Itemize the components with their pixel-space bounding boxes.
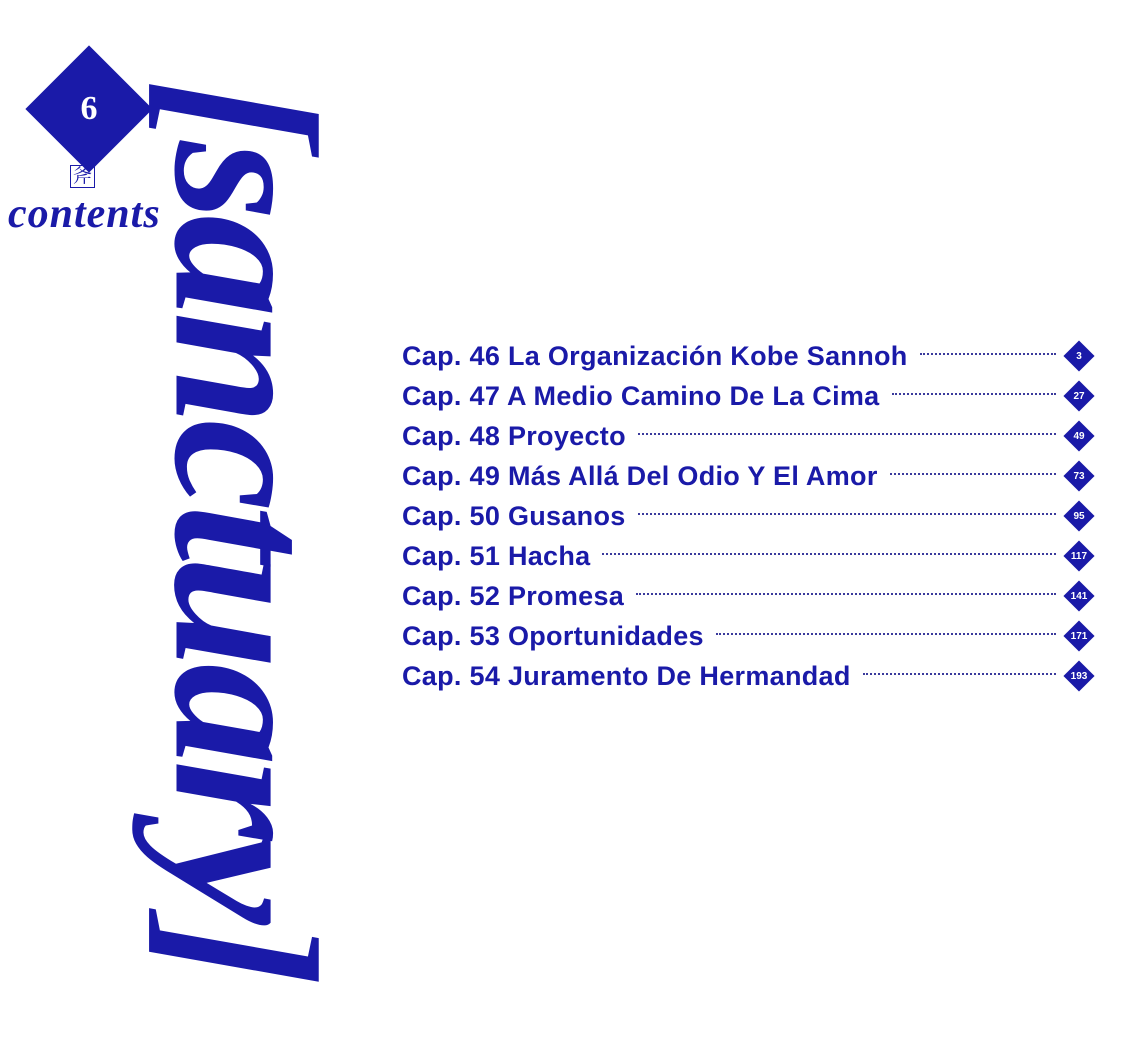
chapter-title: Cap. 50 Gusanos [402,500,626,531]
list-item[interactable] [402,336,1092,376]
page-badge [1066,343,1092,369]
chapter-title: Cap. 51 Hacha [402,540,591,571]
leader-dots [638,432,1056,435]
page-number: 95 [1073,510,1085,522]
page-number: 117 [1070,550,1088,562]
chapter-title: Cap. 47 A Medio Camino De La Cima [402,380,880,411]
leader-dots [638,512,1056,515]
kanji-mark: 斧 [70,165,95,188]
leader-dots [863,672,1056,675]
table-of-contents [402,336,1092,696]
page-number: 193 [1070,670,1088,682]
chapter-title: Cap. 53 Oportunidades [402,620,704,651]
page-number: 3 [1076,350,1082,362]
page-badge [1066,583,1092,609]
leader-dots [636,592,1056,595]
page-badge [1066,463,1092,489]
page-number: 141 [1070,590,1088,602]
page-badge [1066,663,1092,689]
series-title: [sanctuary] [131,78,359,982]
list-item[interactable] [402,656,1092,696]
leader-dots [890,472,1056,475]
page-badge [1066,423,1092,449]
chapter-title: Cap. 54 Juramento De Hermandad [402,660,851,691]
page-badge [1066,503,1092,529]
list-item[interactable] [402,416,1092,456]
list-item[interactable] [402,496,1092,536]
chapter-title: Cap. 52 Promesa [402,580,625,611]
page-number: 171 [1070,630,1088,642]
leader-dots [920,352,1056,355]
list-item[interactable] [402,536,1092,576]
page-badge [1066,543,1092,569]
chapter-title: Cap. 49 Más Allá Del Odio Y El Amor [402,460,878,491]
page-number: 73 [1073,470,1085,482]
leader-dots [716,632,1056,635]
contents-heading: contents [8,191,161,237]
series-title-block [100,20,390,1040]
volume-number: 6 [80,90,98,127]
list-item[interactable] [402,456,1092,496]
list-item[interactable] [402,616,1092,656]
page-badge [1066,623,1092,649]
leader-dots [892,392,1057,395]
leader-dots [602,552,1056,555]
page-number: 49 [1073,430,1085,442]
list-item[interactable] [402,376,1092,416]
page-badge [1066,383,1092,409]
chapter-title: Cap. 48 Proyecto [402,420,626,451]
list-item[interactable] [402,576,1092,616]
page-number: 27 [1073,390,1085,402]
chapter-title: Cap. 46 La Organización Kobe Sannoh [402,340,908,371]
